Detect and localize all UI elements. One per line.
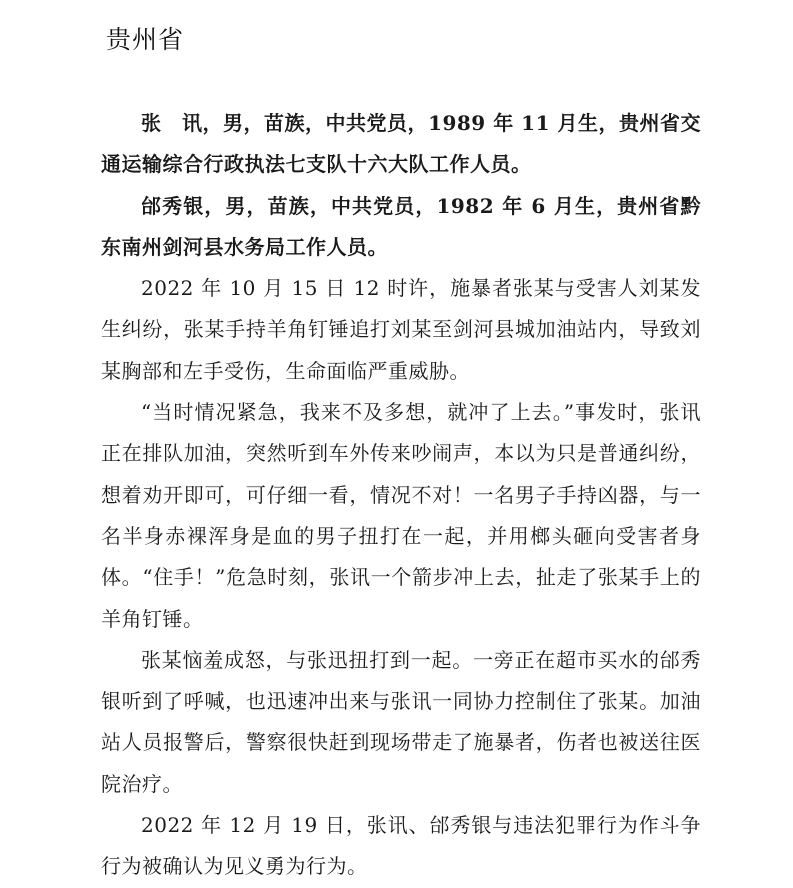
paragraph-recognition: 2022 年 12 月 19 日，张讯、邰秀银与违法犯罪行为作斗争行为被确认为见义勇为行为。	[101, 813, 701, 879]
paragraph-person-zhang-xun: 张 讯，男，苗族，中共党员，1989 年 11 月生，贵州省交通运输综合行政执法七支队十六大队工作人员。	[101, 111, 701, 177]
paragraph-person-tai-xiuyin: 邰秀银，男，苗族，中共党员，1982 年 6 月生，贵州省黔东南州剑河县水务局工作人员。	[101, 193, 701, 259]
paragraph-intervention: “当时情况紧急，我来不及多想，就冲了上去。”事发时，张讯正在排队加油，突然听到车外传来吵闹声，本以为只是普通纠纷，想着劝开即可，可仔细一看，情况不对！一名男子手持凶器，与一名半身赤裸浑身是血的男子扭打在一起，并用榔头砸向受害者身体。“住手！”危急时刻，张讯一个箭步冲上去，扯走了张某手上的羊角钉锤。	[101, 400, 701, 631]
paragraph-control: 张某恼羞成怒，与张迅扭打到一起。一旁正在超市买水的邰秀银听到了呼喊，也迅速冲出来与张讯一同协力控制住了张某。加油站人员报警后，警察很快赶到现场带走了施暴者，伤者也被送往医院治疗。	[101, 647, 701, 796]
province-heading: 贵州省	[106, 25, 185, 54]
paragraph-incident: 2022 年 10 月 15 日 12 时许，施暴者张某与受害人刘某发生纠纷，张某手持羊角钉锤追打刘某至剑河县城加油站内，导致刘某胸部和左手受伤，生命面临严重威胁。	[101, 276, 701, 383]
document-body	[101, 103, 701, 888]
